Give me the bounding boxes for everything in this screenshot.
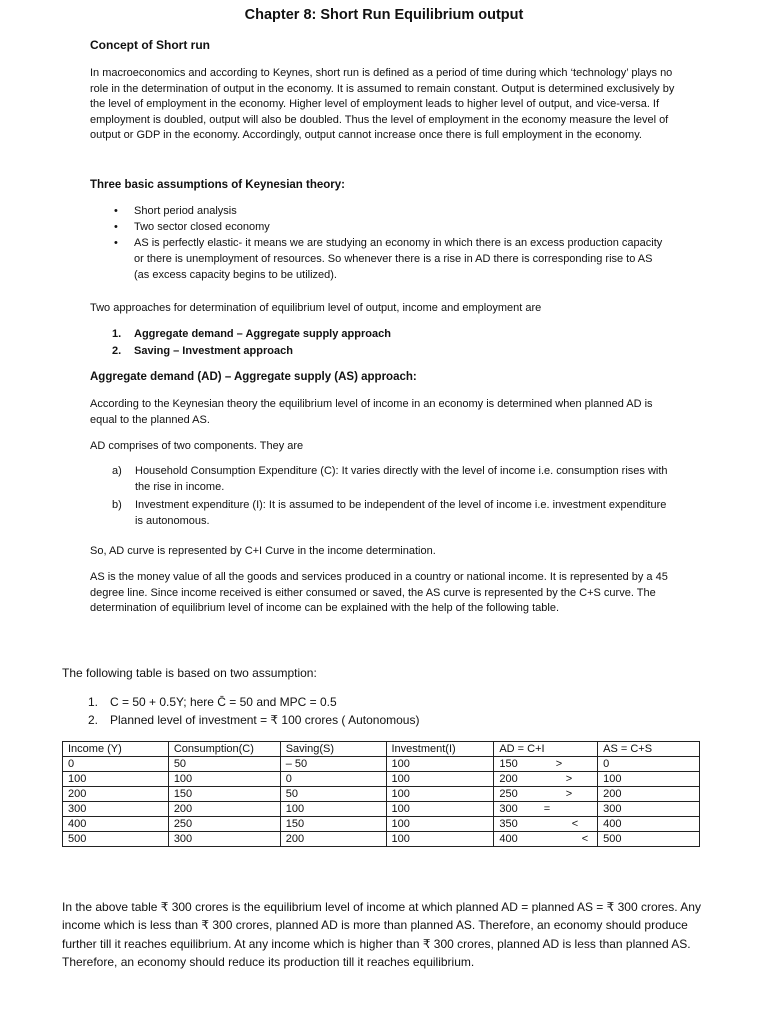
comparison-sign: <	[581, 833, 589, 845]
table-cell: 200	[598, 787, 700, 802]
table-cell: 150	[280, 817, 386, 832]
table-cell: 250 >	[494, 787, 598, 802]
comparison-sign: =	[543, 803, 551, 815]
comparison-sign: >	[565, 773, 573, 785]
assumptions-heading: Three basic assumptions of Keynesian theory:	[90, 179, 345, 191]
header-consumption: Consumption(C)	[168, 742, 280, 757]
conclusion-paragraph: In the above table ₹ 300 crores is the equilibrium level of income at which planned AD = planned AS = ₹ 300 crores. Any income which is less than ₹ 300 crores, planned AD is more than planned AS. Therefore, an economy should produce further till it reaches equilibrium. At any income which is higher than ₹ 300 crores, planned AD is less than planned AS. Therefore, an economy should reduce its production till it reaches equilibrium.	[62, 900, 701, 970]
table-header-row	[63, 742, 700, 757]
table-cell: 400 <	[494, 832, 598, 847]
table-cell: 300 =	[494, 802, 598, 817]
table-cell: 100	[386, 772, 494, 787]
table-cell: 250	[168, 817, 280, 832]
table-cell: 50	[168, 757, 280, 772]
table-cell: 150	[168, 787, 280, 802]
approaches-list	[112, 326, 391, 360]
list-item: 1. Aggregate demand – Aggregate supply approach	[112, 328, 391, 340]
concept-heading: Concept of Short run	[90, 38, 210, 52]
comparison-sign: >	[565, 788, 573, 800]
table-cell: 300	[63, 802, 169, 817]
list-item: 1. C = 50 + 0.5Y; here C̄ = 50 and MPC = 0.5	[88, 695, 337, 709]
table-cell: 200	[168, 802, 280, 817]
concept-paragraph: In macroeconomics and according to Keynes, short run is defined as a period of time during which ‘technology’ plays no role in the determination of output in the economy. It is assumed to remain constant. Output is determined exclusively by the level of employment in the economy. Higher level of employment leads to higher level of output, and vice-versa. If employment is doubled, output will also be doubled. Thus the level of employment in the economy measure the level of output or GDP in the economy. Accordingly, output cannot increase once there is full employment in the economy.	[90, 67, 675, 142]
table-row	[63, 757, 700, 772]
table-cell: 400	[598, 817, 700, 832]
adas-heading: Aggregate demand (AD) – Aggregate supply (AS) approach:	[90, 371, 417, 383]
table-row	[63, 802, 700, 817]
table-cell: 500	[63, 832, 169, 847]
list-item: • AS is perfectly elastic- it means we are studying an economy in which there is an excess production capacity or there is unemployment of resources. So whenever there is a rise in AD there is corresponding rise to AS (as excess capacity begins to be utilized).	[114, 237, 663, 281]
table-cell: 0	[63, 757, 169, 772]
table-cell: 400	[63, 817, 169, 832]
table-cell: 100	[63, 772, 169, 787]
list-item: 2. Planned level of investment = ₹ 100 crores ( Autonomous)	[88, 713, 420, 727]
table-cell: 350 <	[494, 817, 598, 832]
table-row	[63, 787, 700, 802]
list-item: • Short period analysis	[114, 205, 237, 217]
table-cell: 100	[386, 817, 494, 832]
header-as: AS = C+S	[598, 742, 700, 757]
table-cell: 0	[280, 772, 386, 787]
list-item: a) Household Consumption Expenditure (C): It varies directly with the level of income i.e. consumption rises with the rise in income.	[112, 465, 668, 493]
table-cell: 150 >	[494, 757, 598, 772]
header-investment: Investment(I)	[386, 742, 494, 757]
table-cell: 100	[386, 832, 494, 847]
approaches-intro: Two approaches for determination of equilibrium level of output, income and employment are	[90, 302, 542, 314]
table-cell: 0	[598, 757, 700, 772]
ad-curve-line: So, AD curve is represented by C+I Curve in the income determination.	[90, 545, 436, 557]
adas-paragraph: According to the Keynesian theory the equilibrium level of income in an economy is determined when planned AD is equal to the planned AS.	[90, 398, 653, 426]
list-item: 2. Saving – Investment approach	[112, 345, 293, 357]
table-row	[63, 817, 700, 832]
table-cell: 200	[63, 787, 169, 802]
header-income: Income (Y)	[63, 742, 169, 757]
table-cell: 100	[386, 757, 494, 772]
table-cell: 50	[280, 787, 386, 802]
list-item: • Two sector closed economy	[114, 221, 270, 233]
table-cell: – 50	[280, 757, 386, 772]
ad-components-intro: AD comprises of two components. They are	[90, 440, 304, 452]
table-cell: 100	[598, 772, 700, 787]
as-paragraph: AS is the money value of all the goods and services produced in a country or national income. It is represented by a 45 degree line. Since income received is either consumed or saved, the AS curve is represented by the C+S curve. The determination of equilibrium level of income can be explained with the help of the following table.	[90, 571, 668, 615]
table-cell: 300	[168, 832, 280, 847]
table-cell: 200	[280, 832, 386, 847]
assumptions-list	[112, 203, 672, 283]
table-cell: 100	[386, 787, 494, 802]
ad-components-list	[112, 464, 672, 532]
list-item: b) Investment expenditure (I): It is assumed to be independent of the level of income i.e. investment expenditure is autonomous.	[112, 499, 667, 527]
table-row	[63, 832, 700, 847]
table-cell: 100	[386, 802, 494, 817]
table-cell: 100	[280, 802, 386, 817]
page-title: Chapter 8: Short Run Equilibrium output	[244, 7, 524, 23]
header-saving: Saving(S)	[280, 742, 386, 757]
comparison-sign: <	[571, 818, 579, 830]
table-assumptions	[88, 693, 419, 729]
table-cell: 100	[168, 772, 280, 787]
table-cell: 200 >	[494, 772, 598, 787]
table-cell: 300	[598, 802, 700, 817]
table-cell: 500	[598, 832, 700, 847]
header-ad: AD = C+I	[494, 742, 598, 757]
table-row	[63, 772, 700, 787]
equilibrium-table	[62, 741, 700, 847]
table-intro: The following table is based on two assumption:	[62, 666, 317, 680]
comparison-sign: >	[555, 758, 563, 770]
